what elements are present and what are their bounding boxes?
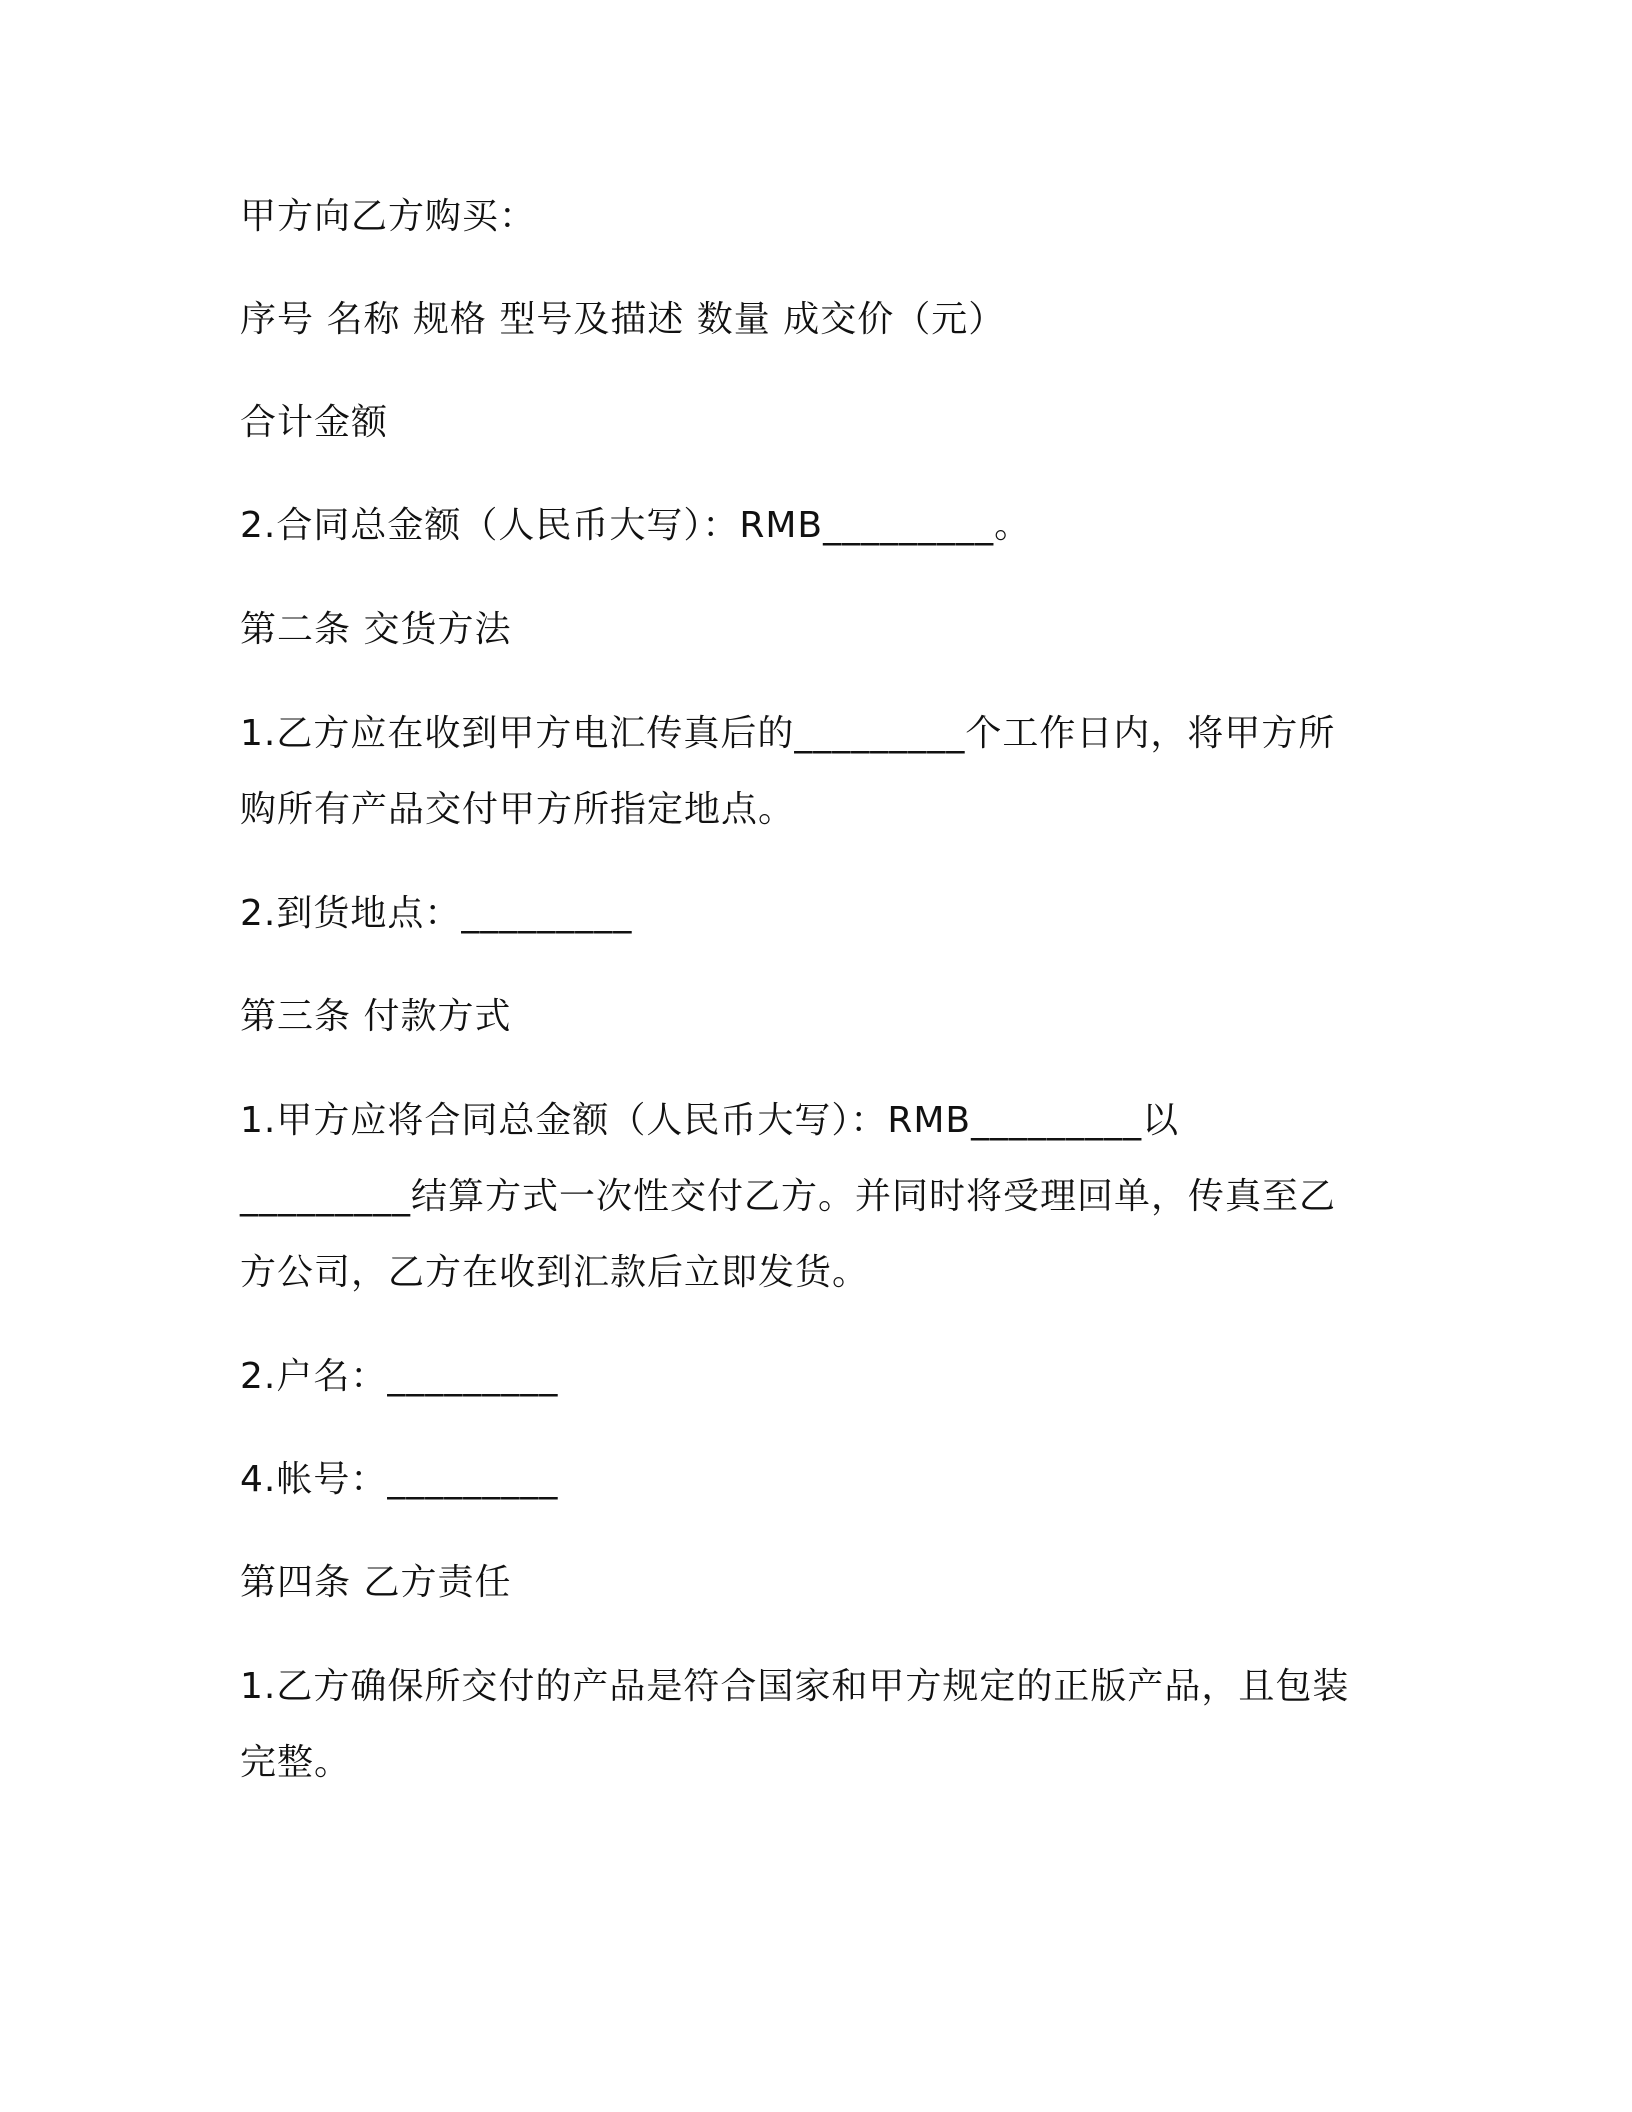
responsibility-clause-1-cont: 完整。 bbox=[240, 1742, 352, 1783]
payment-clause-1: 1.甲方应将合同总金额（人民币大写）：RMB_________以 bbox=[240, 1100, 1180, 1141]
responsibility-clause-1: 1.乙方确保所交付的产品是符合国家和甲方规定的正版产品，且包装 bbox=[240, 1666, 1350, 1707]
article-3-heading: 第三条 付款方式 bbox=[240, 996, 512, 1037]
payment-clause-1-cont: _________结算方式一次性交付乙方。并同时将受理回单，传真至乙 bbox=[240, 1176, 1337, 1217]
delivery-location: 2.到货地点：_________ bbox=[240, 893, 633, 934]
delivery-clause-1-cont: 购所有产品交付甲方所指定地点。 bbox=[240, 789, 796, 830]
delivery-clause-1: 1.乙方应在收到甲方电汇传真后的_________个工作日内，将甲方所 bbox=[240, 713, 1336, 754]
table-header-row: 序号 名称 规格 型号及描述 数量 成交价（元） bbox=[240, 299, 1006, 340]
account-name: 2.户名：_________ bbox=[240, 1356, 559, 1397]
contract-total-amount: 2.合同总金额（人民币大写）：RMB_________。 bbox=[240, 505, 1032, 546]
purchase-intro: 甲方向乙方购买： bbox=[240, 196, 537, 237]
account-number: 4.帐号：_________ bbox=[240, 1459, 559, 1500]
article-4-heading: 第四条 乙方责任 bbox=[240, 1562, 512, 1603]
total-amount-label: 合计金额 bbox=[240, 402, 389, 443]
article-2-heading: 第二条 交货方法 bbox=[240, 609, 512, 650]
payment-clause-1-cont2: 方公司，乙方在收到汇款后立即发货。 bbox=[240, 1252, 870, 1293]
